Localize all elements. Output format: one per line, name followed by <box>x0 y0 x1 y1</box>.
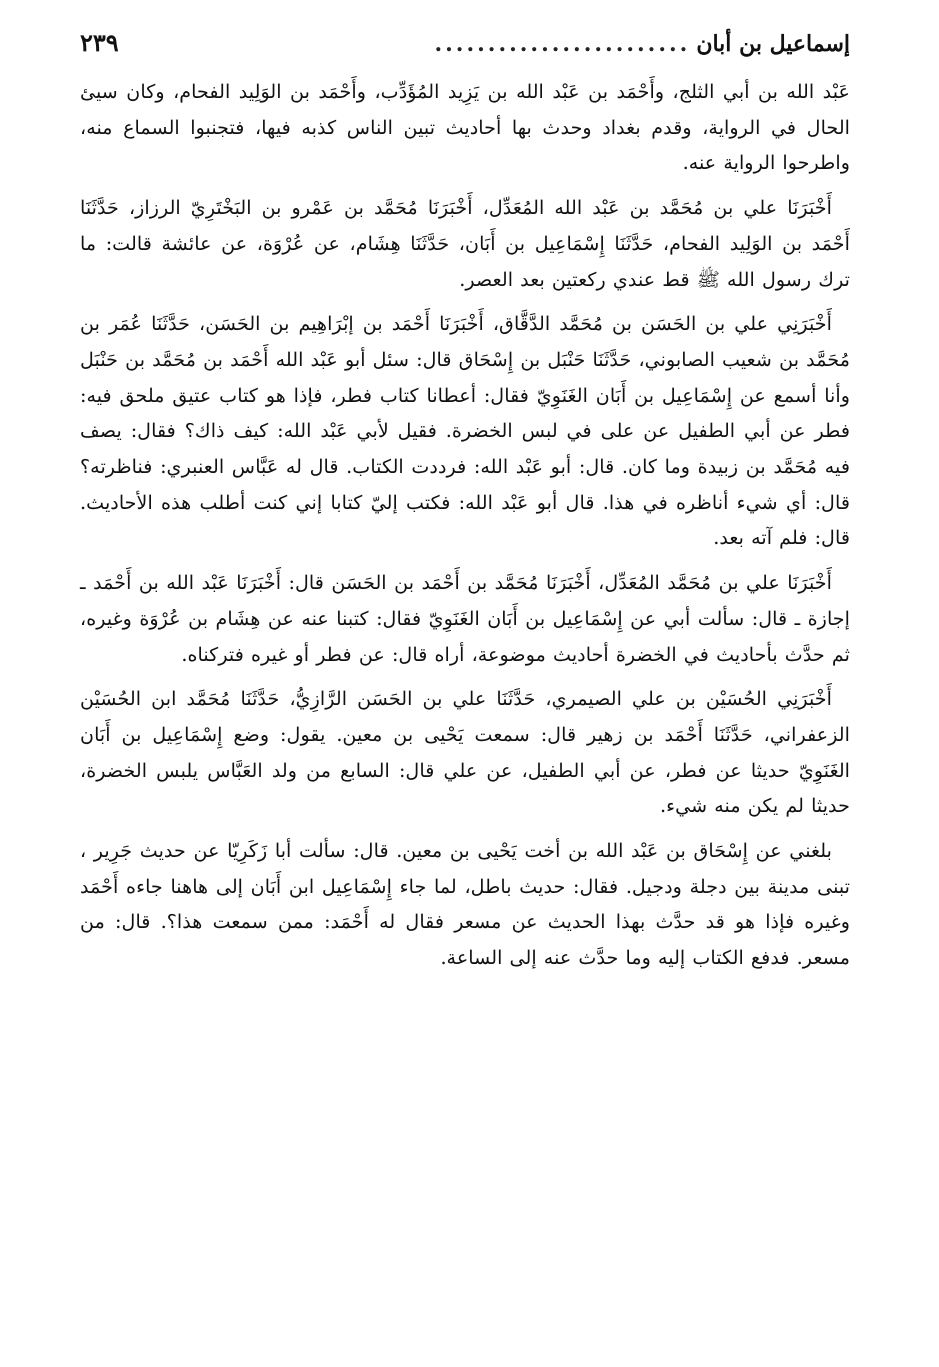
running-title: إسماعيل بن أبان <box>696 31 850 57</box>
paragraph-hadith-asr: أَخْبَرَنَا علي بن مُحَمَّد بن عَبْد الله المُعَدِّل، أَخْبَرَنَا مُحَمَّد بن عَمْرو بن البَخْتَرِيّ الرزاز، حَدَّثَنَا أَحْمَد بن الوَلِيد الفحام، حَدَّثَنَا إِسْمَاعِيل بن أَبَان، حَدَّثَنَا هِشَام، عن عُرْوَة، عن عائشة قالت: ما ترك رسول الله ﷺ قط عندي ركعتين بعد العصر. <box>80 196 850 291</box>
dot-leader: ........................ <box>434 31 691 57</box>
page-header <box>80 28 850 68</box>
body-text <box>80 74 850 976</box>
book-page <box>80 28 850 1348</box>
paragraph-hanbal-report: أَخْبَرَنِي علي بن الحَسَن بن مُحَمَّد الدَّقَّاق، أَخْبَرَنَا أَحْمَد بن إبْرَاهِيم بن الحَسَن، حَدَّثَنَا عُمَر بن مُحَمَّد بن شعيب الصابوني، حَدَّثَنَا حَنْبَل بن إِسْحَاق قال: سئل أبو عَبْد الله أَحْمَد بن مُحَمَّد بن حَنْبَل وأنا أسمع عن إِسْمَاعِيل بن أَبَان الغَنَوِيّ فقال: أعطانا كتاب فطر، فإذا هو كتاب عتيق ملحق فيه: فطر عن أبي الطفيل عن على في لبس الخضرة. فقيل لأبي عَبْد الله: كيف ذاك؟ فقال: يصف فيه مُحَمَّد بن زبيدة وما كان. قال: أبو عَبْد الله: فرددت الكتاب. قال له عَبَّاس العنبري: فناظرته؟ قال: أي شيء أناظره في هذا. قال أبو عَبْد الله: فكتب إليّ كتابا إني كنت أطلب هذه الأحاديث. قال: فلم آته بعد. <box>80 312 850 550</box>
page-number: ٢٣٩ <box>80 28 119 57</box>
paragraph-continuation: عَبْد الله بن أبي الثلج، وأَحْمَد بن عَبْد الله بن يَزِيد المُؤَدِّب، وأَحْمَد بن الوَلِيد الفحام، وكان سيئ الحال في الرواية، وقدم بغداد وحدث بها أحاديث تبين الناس كذبه فيها، فتجنبوا السماع منه، واطرحوا الرواية عنه. <box>80 80 850 175</box>
paragraph-ishaq-report: بلغني عن إِسْحَاق بن عَبْد الله بن أخت يَحْيى بن معين. قال: سألت أبا زَكَرِيّا عن حديث جَرِير ، تبنى مدينة بين دجلة ودجيل. فقال: حديث باطل، لما جاء إِسْمَاعِيل ابن أَبَان إلى هاهنا جاءه أَحْمَد وغيره فإذا هو قد حدَّث بهذا الحديث عن مسعر فقال له أَحْمَد: ممن سمعت هذا؟. قال: من مسعر. فدفع الكتاب إليه وما حدَّث عنه إلى الساعة. <box>80 839 850 970</box>
paragraph-ibn-maeen-report: أَخْبَرَنِي الحُسَيْن بن علي الصيمري، حَدَّثَنَا علي بن الحَسَن الرَّازِيُّ، حَدَّثَنَا مُحَمَّد ابن الحُسَيْن الزعفراني، حَدَّثَنَا أَحْمَد بن زهير قال: سمعت يَحْيى بن معين. يقول: وضع إِسْمَاعِيل بن أَبَان الغَنَوِيّ حديثا عن فطر، عن أبي الطفيل، عن علي قال: السابع من ولد العَبَّاس يلبس الخضرة، حديثا لم يكن منه شيء. <box>80 687 850 818</box>
paragraph-abdullah-report: أَخْبَرَنَا علي بن مُحَمَّد المُعَدِّل، أَخْبَرَنَا مُحَمَّد بن أَحْمَد بن الحَسَن قال: أَخْبَرَنَا عَبْد الله بن أَحْمَد ـ إجازة ـ قال: سألت أبي عن إِسْمَاعِيل بن أَبَان الغَنَوِيّ فقال: كتبنا عنه عن هِشَام بن عُرْوَة وغيره، ثم حدَّث بأحاديث في الخضرة أحاديث موضوعة، أراه قال: عن فطر أو غيره فتركناه. <box>80 571 850 666</box>
